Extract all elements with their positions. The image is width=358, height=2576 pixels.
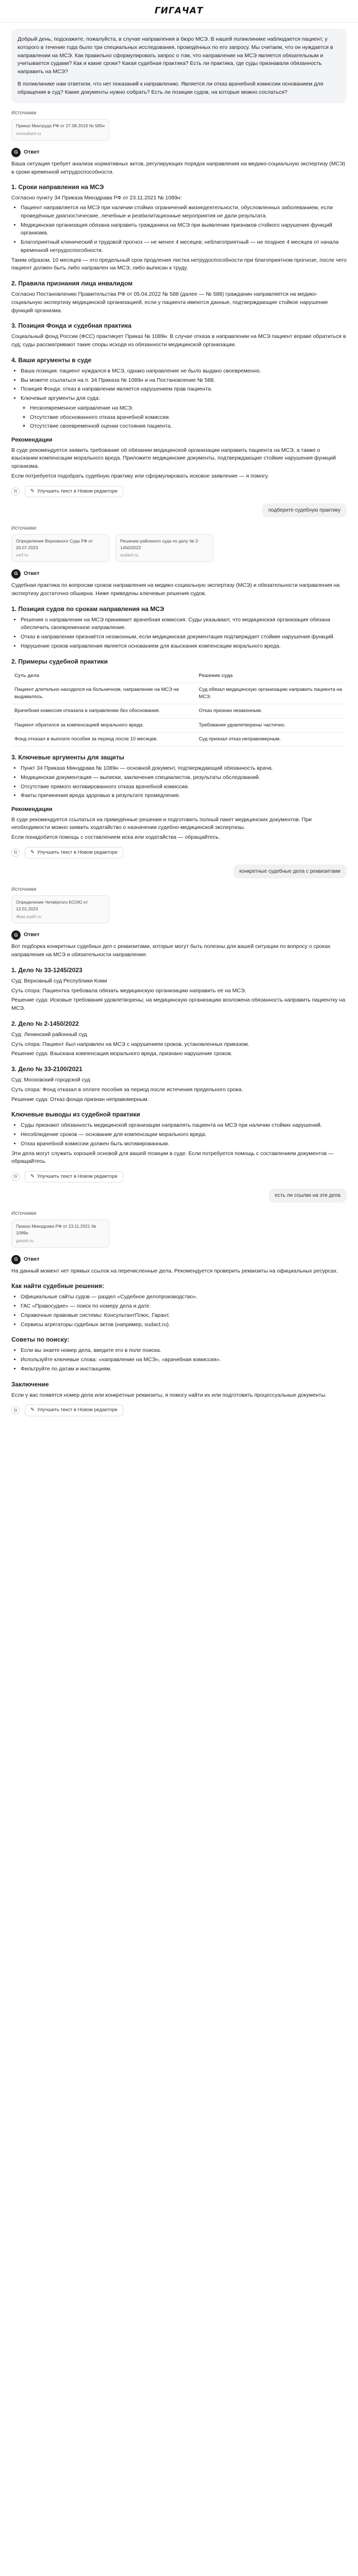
improve-text-button[interactable] bbox=[25, 1404, 123, 1416]
answer-paragraph: В суде рекомендуется заявить требование об обязании медицинской организации направить пациента на МСЭ, а также о взыскании компенсации морального вреда. Приложите медицинские документы, подтверждающие стойкие нарушения функций организма. bbox=[11, 447, 336, 469]
source-card[interactable] bbox=[116, 534, 214, 562]
answer-section-title: 2. Правила признания лица инвалидом bbox=[11, 280, 133, 287]
answer-paragraph: Социальный фонд России (ФСС) практикует Приказ № 1089н. В случае отказа в направлении на МСЭ пациент вправе обратиться в суд; суды рассматривают такие споры исходя из обязанности медицинской организации. bbox=[11, 333, 346, 348]
case-result: Решение суда: Исковые требования удовлетворены; на медицинскую организацию возложена обязанность направить пациентку на МСЭ. bbox=[11, 997, 346, 1011]
answer-actions bbox=[11, 847, 347, 858]
answer-header bbox=[11, 1255, 347, 1264]
answer-header bbox=[11, 148, 347, 157]
answer-paragraph: Если потребуется подобрать судебную практику или сформулировать исковое заявление — я помогу. bbox=[11, 472, 269, 479]
table-cell: Требования удовлетворены частично. bbox=[196, 718, 347, 732]
source-url: garant.ru bbox=[16, 1238, 34, 1243]
answer-section-title: 2. Примеры судебной практики bbox=[11, 657, 108, 665]
copy-icon[interactable]: ⧉ bbox=[11, 1406, 20, 1414]
answer-section-title: Рекомендации bbox=[11, 806, 53, 812]
list-item: • Несоблюдение сроков — основание для компенсации морального вреда. bbox=[21, 1131, 347, 1139]
answer-section-title: Рекомендации bbox=[11, 437, 53, 443]
table-row bbox=[11, 683, 347, 704]
table-row bbox=[11, 704, 347, 718]
answer-header bbox=[11, 930, 347, 940]
table-cell: Суд обязал медицинскую организацию направить пациента на МСЭ. bbox=[196, 683, 347, 704]
source-card[interactable] bbox=[11, 534, 109, 562]
answer-label: Ответ bbox=[24, 931, 40, 938]
table-cell: Пациент длительно находился на больничном, направление на МСЭ не выдавалось. bbox=[11, 683, 196, 704]
answer-sublist bbox=[30, 404, 347, 431]
source-url: vsrf.ru bbox=[16, 552, 28, 558]
answer-section-title: 3. Позиция Фонда и судебная практика bbox=[11, 322, 132, 330]
list-item: • Используйте ключевые слова: «направление на МСЭ», «врачебная комиссия». bbox=[21, 1356, 347, 1364]
table-header-row bbox=[11, 669, 347, 683]
list-item: • Ваша позиция: пациент нуждался в МСЭ, однако направление не было выдано своевременно. bbox=[21, 367, 347, 376]
answer-list bbox=[21, 765, 347, 800]
case-title: 1. Дело № 33-1245/2023 bbox=[11, 966, 83, 974]
answer-list bbox=[21, 1293, 347, 1329]
source-title: Приказ Минтруда РФ от 27.08.2019 № 585н bbox=[16, 123, 105, 129]
answer-paragraph: Эти дела могут служить хорошей основой для вашей позиции в суде. Если потребуется помощь с составлением документов — обращайтесь. bbox=[11, 1150, 334, 1165]
list-item: • Если вы знаете номер дела, введите его в поле поиска. bbox=[21, 1347, 347, 1355]
source-card[interactable] bbox=[11, 119, 109, 141]
edit-icon: ✎ bbox=[30, 1407, 35, 1413]
list-item: • Позиция Фонда: отказ в направлении является нарушением прав пациента. bbox=[21, 385, 347, 394]
answer-label: Ответ bbox=[24, 1256, 40, 1262]
source-url: consultant.ru bbox=[16, 131, 41, 136]
answer-header bbox=[11, 569, 347, 579]
sources-list bbox=[11, 119, 347, 141]
answer-paragraph: Таким образом, 10 месяцев — это предельный срок продления листка нетрудоспособности при благоприятном прогнозе, после чего пациент должен быть либо направлен на МСЭ, либо выписан к труду. bbox=[11, 257, 347, 272]
case-table bbox=[11, 669, 347, 747]
answer-lead: Ваша ситуация требует анализа нормативных актов, регулирующих порядок направления на медико-социальную экспертизу (МСЭ) в сроки временной нетрудоспособности. bbox=[11, 160, 346, 175]
sources-label: Источники bbox=[11, 525, 37, 531]
case-result: Решение суда: Отказ фонда признан неправомерным. bbox=[11, 1096, 149, 1103]
list-item: • Справочные правовые системы: КонсультантПлюс, Гарант. bbox=[21, 1312, 347, 1320]
improve-text-button[interactable] bbox=[25, 847, 123, 858]
user-message-paragraph: В поликлинике нам ответили, что нет показаний к направлению. Является ли отказ врачебной комиссии основанием для обращения в суд? Какие документы нужно собрать? Есть ли позиции судов, на которые можно сослаться? bbox=[18, 80, 323, 95]
user-message-text: есть ли ссылки на эти дела bbox=[269, 1189, 347, 1202]
answer-actions bbox=[11, 1171, 347, 1182]
improve-text-label: Улучшить текст в Новом редакторе bbox=[37, 488, 118, 494]
table-header: Решение суда bbox=[196, 669, 347, 683]
user-message-text: конкретные судебные дела с реквизитами bbox=[233, 865, 347, 878]
sources-label: Источники bbox=[11, 887, 37, 892]
source-card[interactable] bbox=[11, 895, 109, 923]
list-item: • Фильтруйте по датам и инстанциям. bbox=[21, 1365, 347, 1374]
list-item: • Нарушение сроков направления является основанием для взыскания компенсации морального вреда. bbox=[21, 642, 347, 651]
list-item: ◦ Отсутствие обоснованного отказа врачебной комиссии. bbox=[30, 414, 347, 422]
answer-section-title: Как найти судебные решения: bbox=[11, 1282, 104, 1290]
list-item: • ГАС «Правосудие» — поиск по номеру дела и дате. bbox=[21, 1302, 347, 1311]
answer-label: Ответ bbox=[24, 570, 40, 577]
table-row bbox=[11, 718, 347, 732]
list-item: • Отказ врачебной комиссии должен быть мотивированным. bbox=[21, 1140, 347, 1148]
sources-list bbox=[11, 895, 347, 923]
answer-actions bbox=[11, 1404, 347, 1416]
sources-label: Источники bbox=[11, 1211, 37, 1217]
list-item: • Отсутствие прямого мотивированного отказа врачебной комиссии. bbox=[21, 783, 347, 791]
case-court: Суд: Ленинский районный суд bbox=[11, 1031, 87, 1038]
answer-section-title: 4. Ваши аргументы в суде bbox=[11, 356, 92, 364]
top-bar bbox=[0, 0, 358, 23]
improve-text-label: Улучшить текст в Новом редакторе bbox=[37, 1407, 118, 1413]
case-essence: Суть спора: Фонд отказал в оплате пособия за период после истечения предельного срока. bbox=[11, 1086, 243, 1093]
table-cell: Пациент обратился за компенсацией морального вреда. bbox=[11, 718, 196, 732]
list-item: ◦ Несвоевременное направление на МСЭ. bbox=[30, 404, 347, 413]
user-message-initial bbox=[11, 29, 347, 103]
case-court: Суд: Московский городской суд bbox=[11, 1077, 90, 1083]
list-item: • Решения о направлении на МСЭ принимает врачебная комиссия. Суды указывают, что медицинская организация обязана обеспечить своевременное направление. bbox=[21, 616, 347, 633]
source-card[interactable] bbox=[11, 1219, 109, 1247]
improve-text-label: Улучшить текст в Новом редакторе bbox=[37, 849, 118, 855]
list-item bbox=[21, 395, 347, 431]
table-cell: Суд признал отказ неправомерным. bbox=[196, 732, 347, 746]
table-cell: Врачебная комиссия отказала в направлении без обоснования. bbox=[11, 704, 196, 718]
answer-section-title: Советы по поиску: bbox=[11, 1336, 70, 1344]
answer-lead: Судебная практика по вопросам сроков направления на медико-социальную экспертизу (МСЭ) и обязательности направления на экспертизу достаточно обширна. Ниже приведены ключевые решения судов. bbox=[11, 582, 340, 597]
edit-icon: ✎ bbox=[30, 488, 35, 494]
case-title: 3. Дело № 33-2100/2021 bbox=[11, 1065, 83, 1073]
source-title: Приказ Минздрава РФ от 23.11.2021 № 1089н bbox=[16, 1224, 96, 1235]
answer-paragraph: Если у вас появятся номер дела или конкретные реквизиты, я помогу найти их или подготовить процессуальные документы. bbox=[11, 1392, 327, 1398]
case-title: 2. Дело № 2-1450/2022 bbox=[11, 1020, 79, 1027]
sources-list bbox=[11, 534, 347, 562]
source-title: Определение Верховного Суда РФ от 20.07.2023 bbox=[16, 538, 93, 550]
improve-text-label: Улучшить текст в Новом редакторе bbox=[37, 1174, 118, 1179]
copy-icon[interactable]: ⧉ bbox=[11, 1173, 20, 1181]
user-message bbox=[11, 1189, 347, 1202]
answer-list bbox=[21, 367, 347, 431]
copy-icon[interactable]: ⧉ bbox=[11, 849, 20, 857]
improve-text-button[interactable] bbox=[25, 486, 123, 497]
assistant-avatar-icon: G bbox=[11, 1255, 21, 1264]
list-item: • Вы можете ссылаться на п. 34 Приказа № 1089н и на Постановление № 588. bbox=[21, 377, 347, 385]
list-item: • Пациент направляется на МСЭ при наличии стойких ограничений жизнедеятельности, обусловленных заболеванием, если проведённые диагностические, лечебные и реабилитационные мероприятия не дали результата. bbox=[21, 204, 347, 221]
improve-text-button[interactable] bbox=[25, 1171, 123, 1182]
list-item: • Факты причинения вреда здоровью в результате промедления. bbox=[21, 792, 347, 800]
case-result: Решение суда: Взыскана компенсация морального вреда, признано нарушение сроков. bbox=[11, 1050, 233, 1057]
table-header: Суть дела bbox=[11, 669, 196, 683]
table-cell: Фонд отказал в выплате пособия за период после 10 месяцев. bbox=[11, 732, 196, 746]
user-message-paragraph: Добрый день, подскажите, пожалуйста, в случае направления в бюро МСЭ. В нашей поликлинике наблюдается пациент, у которого в течение года было три специальных исследования, проведённых по его запросу. Мы считаем, что он нуждается в направлении на МСЭ. Как правильно сформулировать запрос о том, что направление на МСЭ является обязательным и учитывается судами? Как и какие сроки? Какая судебная практика? Есть ли практика, где суды признавали обязанность направить на МСЭ? bbox=[18, 36, 333, 75]
user-message bbox=[11, 503, 347, 517]
table-cell: Отказ признан незаконным. bbox=[196, 704, 347, 718]
answer-paragraph: Согласно пункту 34 Приказа Минздрава РФ от 23.11.2021 № 1089н: bbox=[11, 195, 182, 201]
list-item: • Благоприятный клинический и трудовой прогноз — не менее 4 месяцев; неблагоприятный — не позднее 4 месяцев от начала временной нетрудоспособности. bbox=[21, 239, 347, 255]
answer-actions bbox=[11, 486, 347, 497]
case-essence: Суть спора: Пациентка требовала обязать медицинскую организацию направить её на МСЭ. bbox=[11, 987, 247, 994]
answer-section-title: 1. Сроки направления на МСЭ bbox=[11, 183, 104, 191]
answer-lead: На данный момент нет прямых ссылок на перечисленные дела. Рекомендуется проверить реквизиты на официальных ресурсах. bbox=[11, 1267, 338, 1274]
list-item: • Отказ в направлении признаётся незаконным, если медицинская документация подтверждает стойкие нарушения функций. bbox=[21, 633, 347, 641]
case-court: Суд: Верховный суд Республики Коми bbox=[11, 977, 107, 984]
list-item-text: Ключевые аргументы для суда: bbox=[21, 395, 100, 401]
answer-section-title: 3. Ключевые аргументы для защиты bbox=[11, 754, 124, 761]
answer-label: Ответ bbox=[24, 148, 40, 155]
list-item: • Сервисы агрегаторы судебных актов (например, sudact.ru). bbox=[21, 1321, 347, 1329]
app-logo: ГИГАЧАТ bbox=[154, 5, 204, 16]
user-message-text: подберите судебную практику bbox=[262, 503, 347, 517]
list-item: • Медицинская документация — выписки, заключения специалистов, результаты обследований. bbox=[21, 774, 347, 782]
source-title: Определение Четвёртого КСОЮ от 12.01.2023 bbox=[16, 900, 88, 911]
edit-icon: ✎ bbox=[30, 849, 35, 855]
table-row bbox=[11, 732, 347, 746]
list-item: • Пункт 34 Приказа Минздрава № 1089н — основной документ, подтверждающий обязанность врача. bbox=[21, 765, 347, 773]
edit-icon: ✎ bbox=[30, 1174, 35, 1179]
answer-lead: Вот подборка конкретных судебных дел с реквизитами, которые могут быть полезны для вашей ситуации по вопросу о сроках направления на МСЭ и обязательности направления: bbox=[11, 943, 331, 958]
assistant-avatar-icon: G bbox=[11, 148, 21, 157]
answer-list bbox=[21, 616, 347, 651]
list-item: • Официальные сайты судов — раздел «Судебное делопроизводство». bbox=[21, 1293, 347, 1301]
source-title: Решение районного суда по делу № 2-1450/2022 bbox=[120, 538, 200, 550]
source-url: sudact.ru bbox=[120, 552, 138, 558]
answer-section-title: Заключение bbox=[11, 1380, 49, 1388]
answer-paragraph: Если понадобится помощь с составлением иска или ходатайства — обращайтесь. bbox=[11, 834, 220, 840]
answer-list bbox=[21, 204, 347, 255]
list-item: • Суды признают обязанность медицинской организации направлять пациента на МСЭ при наличии стойких нарушений. bbox=[21, 1122, 347, 1130]
sources-label: Источники bbox=[11, 110, 37, 116]
answer-list bbox=[21, 1122, 347, 1148]
answer-paragraph: Согласно Постановлению Правительства РФ от 05.04.2022 № 588 (далее — № 588) гражданин направляется на медико-социальную экспертизу медицинской организацией, если у пациента имеются данные, подтверждающие стойкое нарушение функций организма. bbox=[11, 291, 328, 314]
copy-icon[interactable]: ⧉ bbox=[11, 487, 20, 496]
list-item: • Медицинская организация обязана направить гражданина на МСЭ при выявлении признаков стойкого нарушения функций организма. bbox=[21, 222, 347, 238]
case-essence: Суть спора: Пациент был направлен на МСЭ с нарушением сроков, установленных приказом. bbox=[11, 1041, 250, 1047]
assistant-avatar-icon: G bbox=[11, 569, 21, 579]
user-message bbox=[11, 865, 347, 878]
answer-paragraph: В суде рекомендуется ссылаться на приведённые решения и подготовить полный пакет медицинских документов. При необходимости можно заявить ходатайство о назначении судебно-медицинской экспертизы. bbox=[11, 816, 312, 831]
source-url: 4kas.sudrf.ru bbox=[16, 913, 42, 919]
assistant-avatar-icon: G bbox=[11, 930, 21, 940]
sources-list bbox=[11, 1219, 347, 1247]
answer-section-title: Ключевые выводы из судебной практики bbox=[11, 1111, 140, 1118]
answer-section-title: 1. Позиция судов по срокам направления на МСЭ bbox=[11, 605, 165, 613]
answer-list bbox=[21, 1347, 347, 1373]
list-item: ◦ Отсутствие своевременной оценки состояния пациента. bbox=[30, 422, 347, 431]
